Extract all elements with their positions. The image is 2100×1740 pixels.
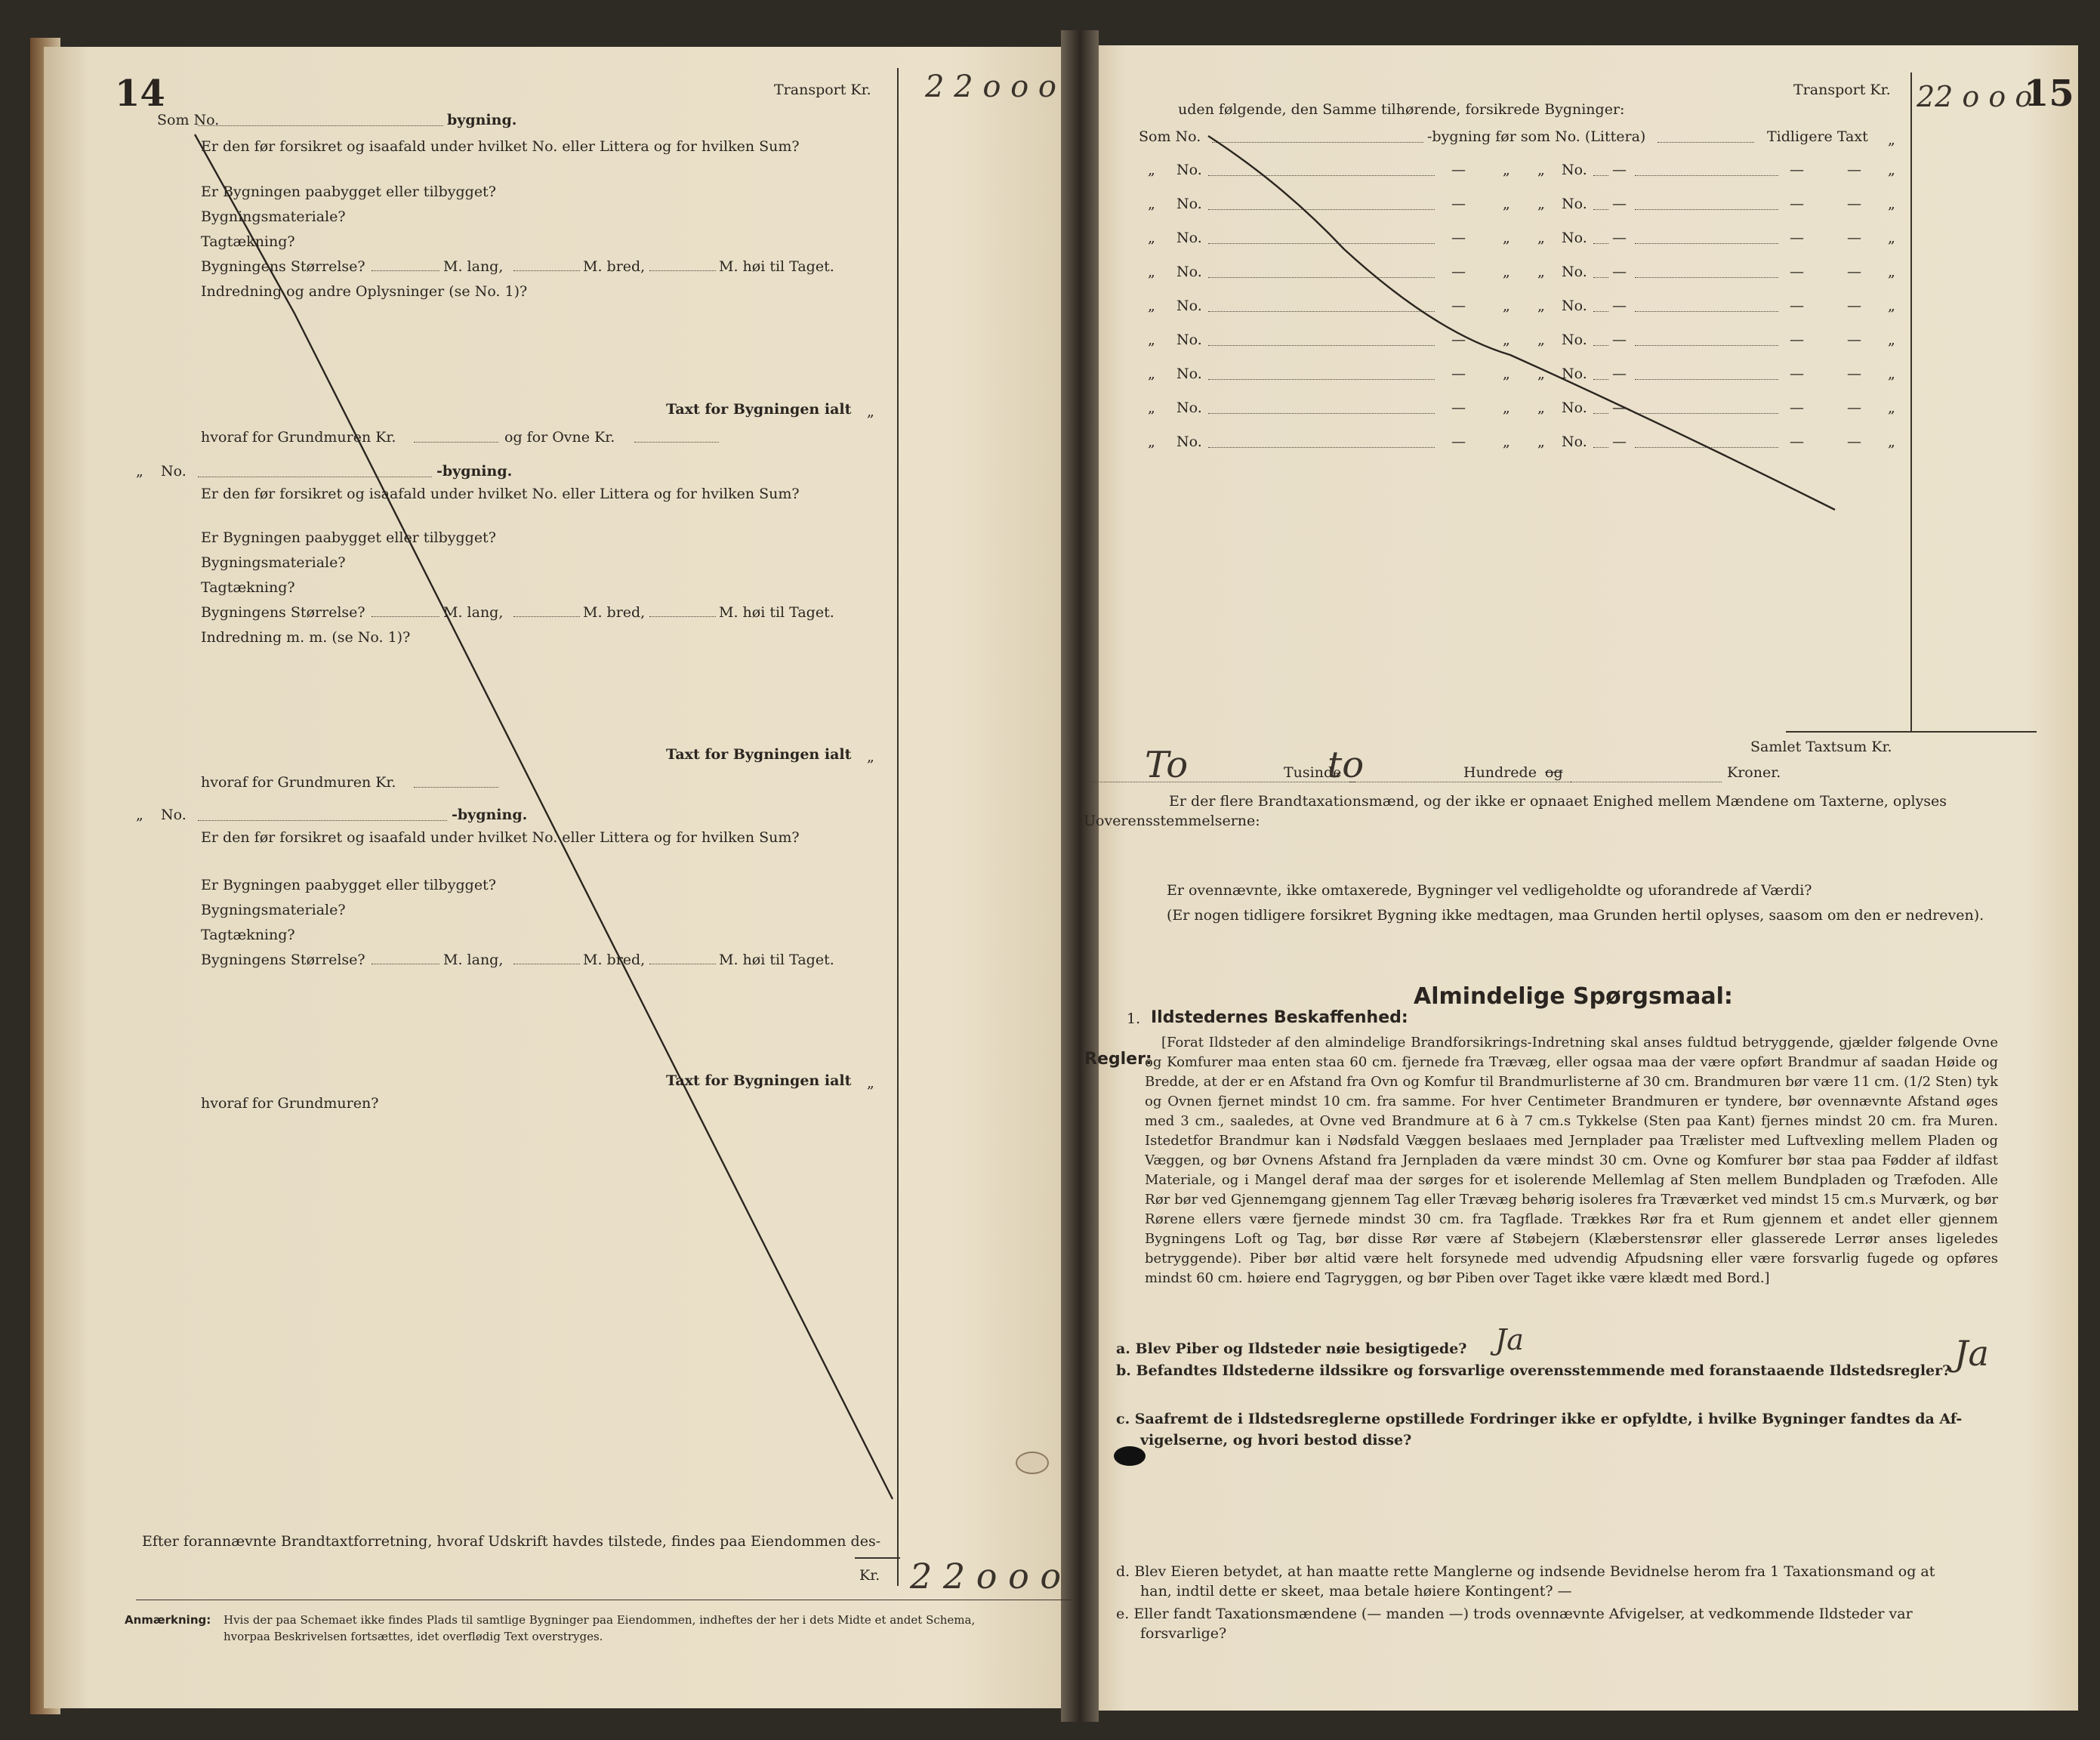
left-kr: Kr. [859, 1567, 880, 1584]
sec1-q3: Bygningsmateriale? [201, 208, 346, 225]
row-ditto: „ [1148, 400, 1155, 416]
row-dash: — [1612, 332, 1627, 348]
row-ditto: „ [1537, 366, 1545, 382]
row-ditto: „ [1537, 400, 1545, 416]
row-dash: — [1612, 400, 1627, 416]
sec1-ovne: og for Ovne Kr. [504, 429, 615, 446]
qd-line2: han, indtil dette er skeet, maa betale høiere Kontingent? — [1140, 1583, 1572, 1600]
row-ditto: „ [1148, 366, 1155, 382]
row-ditto: „ [1888, 400, 1895, 416]
row-ditto: „ [1503, 298, 1510, 314]
row-dash: — [1847, 196, 1861, 212]
row-dash: — [1612, 230, 1627, 246]
og-struck: og [1545, 764, 1563, 781]
row-ditto: „ [1503, 162, 1510, 178]
row-dash: — [1612, 433, 1627, 450]
row-dash: — [1790, 298, 1804, 314]
row-no: No. [1562, 332, 1587, 348]
row-dash: — [1790, 433, 1804, 450]
right-header: uden følgende, den Samme tilhørende, forsikrede Bygninger: [1178, 101, 1625, 118]
qa-answer: Ja [1495, 1323, 1524, 1356]
regler-text: [Forat Ildsteder af den almindelige Brandforsikrings-Indretning skal anses fuldtud betryggende, gjælder følgende Ovne og Komfurer maa enten staa 60 cm. fjernede fra Trævæg, eller ogsaa maa der være opført Brandmur af saadan Høide og Bredde, at der er en Afstand fra Ovn og Komfur til Brandmurlisterne af 30 cm. Brandmuren bør være 11 cm. (1/2 Sten) tyk og Ovnen fjernet mindst 10 cm. fra samme. For hver Centimeter Brandmuren er tyndere, bør ovennævnte Afstand øges med 3 cm., saaledes, at Ovne ved Brandmure at 6 à 7 cm.s Tykkelse (Sten paa Kant) fjernes mindst 20 cm. fra Muren. Istedetfor Brandmur kan i Nødsfald Væggen beslaaes med Jernplader paa Trælister med Luftvexling mellem Pladen og Væggen, og bør Ovnens Afstand fra Jernpladen da være mindst 30 cm. Ovne og Komfurer bør staa paa Fødder af ildfast Materiale, og i Mangel deraf maa der sørges for et isolerende Mellemlag af Sten mellem Bundpladen og Træfoden. Alle Rør bør ved Gjennemgang gjennem Tag eller Trævæg behørig isoleres fra Træværket ved mindst 15 cm.s Murværk, og bør Rørene ellers være fjernede mindst 30 cm. fra Tagflade. Trækkes Rør fra et Rum gjennem et andet eller gjennem Bygningens Loft og Tag, bør disse Rør være af Støbejern (Klæberstensrør eller glasserede Lerrør anses ligeledes betryggende). Piber bør altid være helt forsynede med udvendig Afpudsning eller være forsvarlig fugede og opføres mindst 60 cm. høiere end Tagryggen, og bør Piben over Taget ikke være klædt med Bord.] [1145, 1035, 1998, 1286]
row-ditto: „ [1148, 433, 1155, 450]
row-dash: — [1612, 162, 1627, 178]
left-efter: Efter forannævnte Brandtaxtforretning, hvoraf Udskrift havdes tilstede, findes paa Eiendommen des- [142, 1533, 881, 1550]
row-dash: — [1847, 162, 1861, 178]
row-ditto: „ [1888, 433, 1895, 450]
sec1-q5: Bygningens Størrelse? [201, 258, 365, 275]
row-no: No. [1176, 162, 1202, 178]
sec3-q5: Bygningens Størrelse? [201, 952, 365, 968]
sec2-hvoraf: hvoraf for Grundmuren Kr. [201, 774, 396, 791]
kroner-label: Kroner. [1727, 764, 1781, 781]
row-no: No. [1562, 366, 1587, 382]
row-dash: — [1790, 162, 1804, 178]
tusinde-label: Tusinde [1284, 764, 1342, 781]
row-dash: — [1612, 264, 1627, 280]
right-tidligere-ditto: „ [1888, 131, 1895, 148]
row-no: No. [1562, 196, 1587, 212]
qc-line2: vigelserne, og hvori bestod disse? [1140, 1432, 1412, 1448]
row-dash: — [1790, 400, 1804, 416]
row-no: No. [1176, 230, 1202, 246]
row-ditto: „ [1148, 230, 1155, 246]
left-page-number: 14 [115, 72, 165, 115]
right-transport-label: Transport Kr. [1793, 82, 1891, 98]
row-no: No. [1176, 332, 1202, 348]
sec3-bygning: -bygning. [452, 807, 528, 823]
row-ditto: „ [1888, 162, 1895, 178]
row-ditto: „ [1148, 332, 1155, 348]
row-dash: — [1612, 298, 1627, 314]
row-ditto: „ [1503, 196, 1510, 212]
row-dash: — [1451, 162, 1466, 178]
sec3-ditto: „ [136, 807, 143, 823]
right-som-no: Som No. [1139, 128, 1201, 145]
row-dash: — [1451, 366, 1466, 382]
row-dash: — [1847, 433, 1861, 450]
sec2-q1: Er den før forsikret og isaafald under hvilket No. eller Littera og for hvilken Sum? [201, 486, 800, 502]
row-ditto: „ [1503, 433, 1510, 450]
sec1-taxt: Taxt for Bygningen ialt [666, 401, 852, 418]
row-dash: — [1451, 230, 1466, 246]
anm-line2: hvorpaa Beskrivelsen fortsættes, idet overflødig Text overstryges. [224, 1630, 603, 1643]
row-no: No. [1562, 433, 1587, 450]
left-total-value: 2 2 o o o [910, 1556, 1062, 1597]
row-ditto: „ [1148, 196, 1155, 212]
left-transport-label: Transport Kr. [774, 82, 871, 98]
sec2-no: No. [161, 463, 187, 480]
row-ditto: „ [1148, 264, 1155, 280]
hundrede-hand: to [1328, 744, 1365, 786]
row-ditto: „ [1888, 332, 1895, 348]
sec1-q5-bred: M. bred, [583, 258, 646, 275]
row-dash: — [1847, 366, 1861, 382]
sec3-taxt-ditto: „ [867, 1075, 874, 1091]
row-ditto: „ [1503, 366, 1510, 382]
sec3-q5-lang: M. lang, [443, 952, 504, 968]
sec3-q3: Bygningsmateriale? [201, 902, 346, 918]
row-dash: — [1847, 332, 1861, 348]
sec2-ditto: „ [136, 463, 143, 480]
sec2-taxt: Taxt for Bygningen ialt [666, 746, 852, 763]
row-dash: — [1790, 264, 1804, 280]
almindelige-heading: Almindelige Spørgsmaal: [1414, 983, 1733, 1010]
right-transport-value: 22 o o o [1917, 80, 2033, 113]
sec2-q3: Bygningsmateriale? [201, 554, 346, 571]
hundrede-label: Hundrede [1463, 764, 1537, 781]
row-ditto: „ [1503, 264, 1510, 280]
row-dash: — [1451, 264, 1466, 280]
row-no: No. [1176, 196, 1202, 212]
sec3-q2: Er Bygningen paabygget eller tilbygget? [201, 877, 496, 893]
row-no: No. [1562, 264, 1587, 280]
row-dash: — [1612, 196, 1627, 212]
row-ditto: „ [1888, 298, 1895, 314]
row-dash: — [1451, 298, 1466, 314]
row-dash: — [1451, 332, 1466, 348]
qa: a. Blev Piber og Ildsteder nøie besigtigede? [1116, 1340, 1467, 1357]
sec3-no: No. [161, 807, 187, 823]
row-ditto: „ [1537, 162, 1545, 178]
right-page-number: 15 [2024, 72, 2074, 115]
sec1-som-no: Som No. [157, 112, 220, 128]
row-dash: — [1847, 264, 1861, 280]
item1-title: Ildstedernes Beskaffenhed: [1151, 1008, 1408, 1027]
sec2-q2: Er Bygningen paabygget eller tilbygget? [201, 529, 496, 546]
sec1-taxt-ditto: „ [867, 403, 874, 420]
row-ditto: „ [1537, 196, 1545, 212]
qd-line1: d. Blev Eieren betydet, at han maatte rette Manglerne og indsende Bevidnelse herom fra 1 Taxationsmand og at [1116, 1563, 1935, 1580]
row-dash: — [1847, 230, 1861, 246]
row-dash: — [1451, 433, 1466, 450]
row-no: No. [1176, 400, 1202, 416]
anm-label: Anmærkning: [125, 1613, 211, 1627]
row-no: No. [1176, 366, 1202, 382]
sec2-taxt-ditto: „ [867, 748, 874, 765]
row-dash: — [1451, 400, 1466, 416]
sec1-hvoraf: hvoraf for Grundmuren Kr. [201, 429, 396, 446]
sec1-q5-lang: M. lang, [443, 258, 504, 275]
row-no: No. [1562, 230, 1587, 246]
row-ditto: „ [1888, 264, 1895, 280]
row-dash: — [1612, 366, 1627, 382]
tusinde-hand: To [1145, 744, 1189, 786]
row-dash: — [1790, 332, 1804, 348]
row-dash: — [1451, 196, 1466, 212]
sec2-bygning: -bygning. [436, 463, 513, 480]
ovennaevnte-line1: Er ovennævnte, ikke omtaxerede, Bygninger vel vedligeholdte og uforandrede af Værdi? [1167, 882, 1812, 899]
sec1-q1: Er den før forsikret og isaafald under hvilket No. eller Littera og for hvilken Sum? [201, 138, 800, 155]
sec2-q4: Tagtækning? [201, 579, 295, 596]
sec1-bygning: bygning. [447, 112, 517, 128]
qe-line1: e. Eller fandt Taxationsmændene (— manden —) trods ovennævnte Afvigelser, at vedkommende Ildsteder var [1116, 1606, 1913, 1622]
left-transport-value: 2 2 o o o [925, 69, 1057, 104]
row-no: No. [1176, 264, 1202, 280]
sec3-q1: Er den før forsikret og isaafald under hvilket No. eller Littera og for hvilken Sum? [201, 829, 800, 846]
sec2-q5-hoi: M. høi til Taget. [719, 604, 834, 621]
ovennaevnte-line2: (Er nogen tidligere forsikret Bygning ikke medtagen, maa Grunden hertil oplyses, saasom om den er nedreven). [1167, 907, 1984, 924]
sec1-q6: Indredning og andre Oplysninger (se No. 1)? [201, 283, 528, 300]
sec2-q5: Bygningens Størrelse? [201, 604, 365, 621]
row-ditto: „ [1537, 433, 1545, 450]
row-ditto: „ [1537, 298, 1545, 314]
qb-answer: Ja [1954, 1333, 1989, 1374]
row-ditto: „ [1148, 298, 1155, 314]
qe-line2: forsvarlige? [1140, 1625, 1227, 1642]
sec2-q6: Indredning m. m. (se No. 1)? [201, 629, 411, 646]
qc-line1: c. Saafremt de i Ildstedsreglerne opstillede Fordringer ikke er opfyldte, i hvilke Bygninger fandtes da Af- [1116, 1411, 1963, 1427]
sec3-q5-bred: M. bred, [583, 952, 646, 968]
sec3-q5-hoi: M. høi til Taget. [719, 952, 834, 968]
sec3-hvoraf: hvoraf for Grundmuren? [201, 1095, 379, 1112]
row-no: No. [1562, 162, 1587, 178]
flere-line1: Er der flere Brandtaxationsmænd, og der ikke er opnaaet Enighed mellem Mændene om Taxterne, oplyses [1169, 793, 1947, 810]
sec3-q4: Tagtækning? [201, 927, 295, 943]
row-ditto: „ [1503, 400, 1510, 416]
row-ditto: „ [1888, 230, 1895, 246]
row-dash: — [1790, 230, 1804, 246]
flere-line2: Uoverensstemmelserne: [1084, 813, 1260, 829]
row-ditto: „ [1537, 230, 1545, 246]
right-samlet: Samlet Taxtsum Kr. [1750, 739, 1892, 755]
regler-label: Regler: [1084, 1050, 1152, 1069]
row-ditto: „ [1503, 230, 1510, 246]
row-dash: — [1847, 298, 1861, 314]
row-ditto: „ [1888, 196, 1895, 212]
row-ditto: „ [1888, 366, 1895, 382]
qb: b. Befandtes Ildstederne ildssikre og forsvarlige overensstemmende med foranstaaende Ildstedsregler? [1116, 1362, 1951, 1379]
row-no: No. [1176, 433, 1202, 450]
row-ditto: „ [1148, 162, 1155, 178]
row-no: No. [1562, 400, 1587, 416]
row-dash: — [1790, 196, 1804, 212]
sec3-taxt: Taxt for Bygningen ialt [666, 1072, 852, 1089]
row-ditto: „ [1537, 264, 1545, 280]
row-no: No. [1176, 298, 1202, 314]
sec2-q5-bred: M. bred, [583, 604, 646, 621]
row-ditto: „ [1537, 332, 1545, 348]
sec2-q5-lang: M. lang, [443, 604, 504, 621]
item1-num: 1. [1127, 1010, 1141, 1027]
right-bygning-for: -bygning før som No. (Littera) [1427, 128, 1646, 145]
row-no: No. [1562, 298, 1587, 314]
sec1-q2: Er Bygningen paabygget eller tilbygget? [201, 184, 496, 200]
anm-line1: Hvis der paa Schemaet ikke findes Plads til samtlige Bygninger paa Eiendommen, indheftes der her i dets Midte et andet Schema, [224, 1613, 976, 1627]
right-tidligere: Tidligere Taxt [1767, 128, 1868, 145]
row-ditto: „ [1503, 332, 1510, 348]
row-dash: — [1847, 400, 1861, 416]
sec1-q5-hoi: M. høi til Taget. [719, 258, 834, 275]
row-dash: — [1790, 366, 1804, 382]
sec1-q4: Tagtækning? [201, 233, 295, 250]
